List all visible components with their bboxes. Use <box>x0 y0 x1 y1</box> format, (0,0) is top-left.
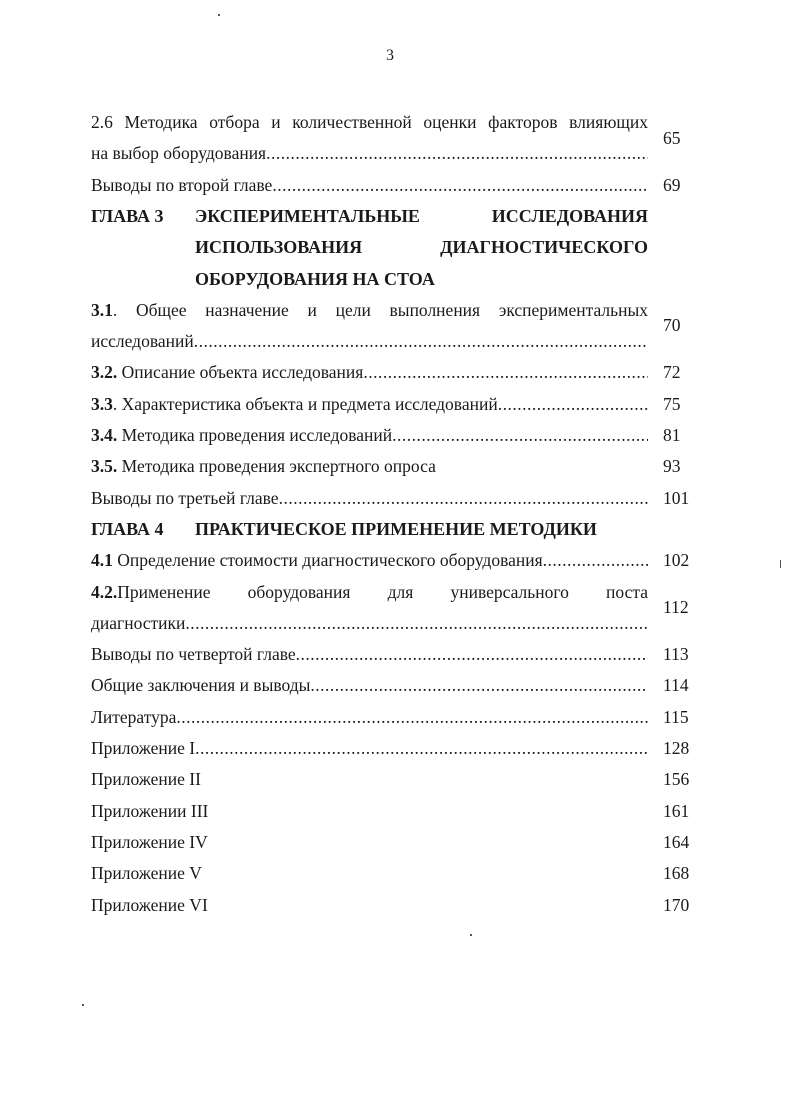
page-ref: 115 <box>663 706 689 727</box>
page-ref: 170 <box>663 894 690 915</box>
scan-speck <box>470 934 472 936</box>
page-ref: 168 <box>663 863 690 884</box>
page-ref: 113 <box>663 644 689 665</box>
chapter-heading-line <box>91 518 648 540</box>
entry-title: Выводы по четвертой главе <box>91 644 296 665</box>
dot-leader <box>392 424 648 446</box>
toc-entry[interactable] <box>91 111 648 133</box>
scan-speck <box>780 560 781 568</box>
page-ref: 75 <box>663 393 681 414</box>
dot-leader <box>185 612 648 634</box>
toc-entry[interactable] <box>91 549 648 571</box>
entry-title: Приложение I <box>91 738 196 758</box>
page-ref: 93 <box>663 456 681 477</box>
chapter-heading-line <box>91 205 648 227</box>
entry-title: Определение стоимости диагностического оборудования <box>112 550 543 571</box>
entry-title: . Характеристика объекта и предмета исследований <box>112 393 498 414</box>
page-ref: 164 <box>663 831 690 852</box>
scan-speck <box>82 1004 84 1006</box>
section-number: 3.5. <box>91 456 118 477</box>
section-number: 4.2. <box>91 581 118 602</box>
toc-entry[interactable] <box>91 894 648 916</box>
chapter-heading-line: ИСПОЛЬЗОВАНИЯ ДИАГНОСТИЧЕСКОГО <box>195 237 648 258</box>
scan-speck <box>218 14 220 16</box>
entry-title: Приложение VI <box>91 894 208 915</box>
toc-entry[interactable] <box>91 393 648 415</box>
dot-leader <box>543 549 648 571</box>
toc-entry[interactable] <box>91 737 648 759</box>
toc-entry[interactable] <box>91 581 648 603</box>
dot-leader <box>266 142 648 164</box>
page-ref: 81 <box>663 425 681 445</box>
toc-entry[interactable] <box>91 455 648 477</box>
page-ref: 112 <box>663 597 689 618</box>
toc-entry[interactable] <box>91 674 648 696</box>
toc-entry[interactable] <box>91 862 648 884</box>
chapter-label: ГЛАВА 3 <box>91 205 164 226</box>
dot-leader <box>176 706 648 728</box>
entry-title: Литература <box>91 706 177 727</box>
page-ref: 101 <box>663 487 690 508</box>
toc-entry[interactable] <box>91 643 648 665</box>
entry-title: Выводы по второй главе <box>91 174 273 195</box>
page-ref: 114 <box>663 675 689 696</box>
entry-title: Описание объекта исследования <box>117 362 364 383</box>
toc-entry[interactable] <box>91 612 648 634</box>
dot-leader <box>195 737 648 759</box>
chapter-title: ЭКСПЕРИМЕНТАЛЬНЫЕ ИССЛЕДОВАНИЯ <box>195 205 648 226</box>
entry-title: 2.6 Методика отбора и количественной оценки факторов влияющих <box>91 112 648 132</box>
section-number: 4.1 <box>91 550 113 571</box>
toc-entry[interactable] <box>91 330 648 352</box>
entry-title: Приложение II <box>91 769 201 790</box>
page-ref: 161 <box>663 800 690 821</box>
toc-entry[interactable] <box>91 768 648 790</box>
dot-leader <box>310 674 648 696</box>
toc-entry[interactable] <box>91 487 648 509</box>
chapter-label: ГЛАВА 4 <box>91 518 164 539</box>
entry-title: Методика проведения исследований <box>117 425 393 445</box>
section-number: 3.4. <box>91 425 118 445</box>
entry-title: диагностики <box>91 612 186 633</box>
page-ref: 70 <box>663 315 681 336</box>
entry-title: на выбор оборудования <box>91 143 267 164</box>
toc-entry[interactable] <box>91 706 648 728</box>
toc-entry[interactable] <box>91 361 648 383</box>
toc-entry[interactable] <box>91 424 648 446</box>
section-number: 3.3 <box>91 393 113 414</box>
entry-title: Выводы по третьей главе <box>91 487 279 508</box>
dot-leader <box>272 174 648 196</box>
section-number: 3.1 <box>91 299 113 320</box>
page-ref: 69 <box>663 174 681 195</box>
page-ref: 65 <box>663 127 681 148</box>
chapter-title: ПРАКТИЧЕСКОЕ ПРИМЕНЕНИЕ МЕТОДИКИ <box>195 518 597 539</box>
entry-title: Методика проведения экспертного опроса <box>117 456 436 477</box>
chapter-heading-line: ОБОРУДОВАНИЯ НА СТОА <box>195 268 435 289</box>
entry-title: исследований <box>91 331 194 352</box>
entry-title: Приложение IV <box>91 831 208 852</box>
toc-entry[interactable] <box>91 299 648 321</box>
entry-title: Приложении III <box>91 800 209 821</box>
toc-entry[interactable] <box>91 174 648 196</box>
entry-title: Приложение V <box>91 863 202 884</box>
section-number: 3.2. <box>91 362 118 383</box>
dot-leader <box>279 487 648 509</box>
toc-entry[interactable] <box>91 142 648 164</box>
page-ref: 72 <box>663 362 681 383</box>
dot-leader <box>296 643 648 665</box>
page-ref: 156 <box>663 769 690 790</box>
page-number: 3 <box>386 47 394 64</box>
toc-entry[interactable] <box>91 831 648 853</box>
dot-leader <box>194 330 648 352</box>
dot-leader <box>498 393 648 415</box>
entry-title: Применение оборудования для универсального поста <box>117 581 648 602</box>
dot-leader <box>363 361 648 383</box>
page-ref: 128 <box>663 738 690 758</box>
entry-title: Общие заключения и выводы <box>91 675 311 696</box>
entry-title: . Общее назначение и цели выполнения экспериментальных <box>112 299 648 320</box>
toc-entry[interactable] <box>91 800 648 822</box>
page-ref: 102 <box>663 550 690 571</box>
